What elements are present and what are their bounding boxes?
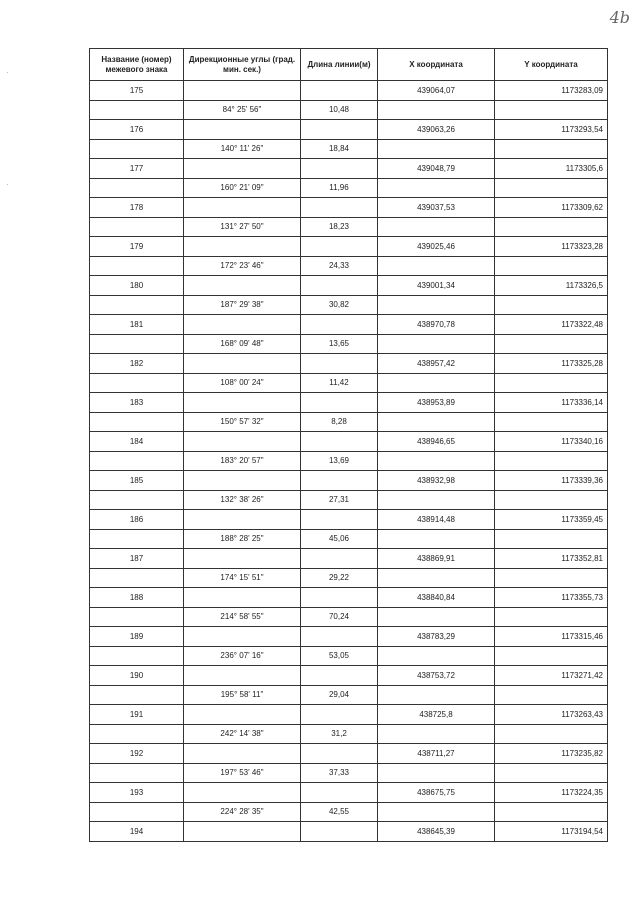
cell-y: 1173224,35 <box>495 783 608 803</box>
cell-name <box>90 607 184 627</box>
page-number: 4b <box>609 8 630 27</box>
cell-angle: 84° 25' 56" <box>184 100 301 120</box>
cell-x: 439063,26 <box>378 120 495 140</box>
table-row <box>90 529 608 549</box>
cell-x: 438711,27 <box>378 744 495 764</box>
cell-name <box>90 178 184 198</box>
cell-x <box>378 802 495 822</box>
cell-length <box>301 315 378 335</box>
table-row <box>90 763 608 783</box>
cell-y <box>495 295 608 315</box>
cell-name: 177 <box>90 159 184 179</box>
cell-y <box>495 763 608 783</box>
cell-length: 70,24 <box>301 607 378 627</box>
table-row <box>90 334 608 354</box>
cell-y: 1173309,62 <box>495 198 608 218</box>
cell-name <box>90 529 184 549</box>
cell-angle <box>184 705 301 725</box>
cell-length: 13,69 <box>301 451 378 471</box>
cell-name <box>90 451 184 471</box>
cell-name: 184 <box>90 432 184 452</box>
cell-length <box>301 198 378 218</box>
cell-name: 180 <box>90 276 184 296</box>
cell-x <box>378 217 495 237</box>
cell-x <box>378 100 495 120</box>
cell-y <box>495 334 608 354</box>
cell-name: 185 <box>90 471 184 491</box>
cell-length: 10,48 <box>301 100 378 120</box>
cell-y <box>495 724 608 744</box>
cell-x <box>378 568 495 588</box>
cell-x: 438957,42 <box>378 354 495 374</box>
cell-length <box>301 510 378 530</box>
cell-y: 1173283,09 <box>495 81 608 101</box>
cell-length <box>301 627 378 647</box>
cell-length: 30,82 <box>301 295 378 315</box>
table-row <box>90 822 608 842</box>
cell-x: 438783,29 <box>378 627 495 647</box>
cell-length <box>301 666 378 686</box>
cell-length <box>301 354 378 374</box>
cell-angle: 140° 11' 26" <box>184 139 301 159</box>
cell-length <box>301 744 378 764</box>
cell-name: 193 <box>90 783 184 803</box>
cell-angle: 188° 28' 25" <box>184 529 301 549</box>
cell-angle <box>184 471 301 491</box>
cell-angle <box>184 744 301 764</box>
cell-x <box>378 139 495 159</box>
cell-angle: 183° 20' 57" <box>184 451 301 471</box>
cell-name: 194 <box>90 822 184 842</box>
cell-y: 1173325,28 <box>495 354 608 374</box>
table-row <box>90 256 608 276</box>
cell-length: 53,05 <box>301 646 378 666</box>
cell-y <box>495 568 608 588</box>
cell-angle <box>184 120 301 140</box>
cell-angle <box>184 198 301 218</box>
table-header-row <box>90 49 608 81</box>
cell-x <box>378 178 495 198</box>
cell-length <box>301 393 378 413</box>
cell-x: 438753,72 <box>378 666 495 686</box>
cell-length: 42,55 <box>301 802 378 822</box>
cell-x <box>378 295 495 315</box>
table-row <box>90 783 608 803</box>
table-row <box>90 744 608 764</box>
cell-name: 183 <box>90 393 184 413</box>
cell-length: 27,31 <box>301 490 378 510</box>
cell-name <box>90 139 184 159</box>
cell-length: 24,33 <box>301 256 378 276</box>
table-row <box>90 373 608 393</box>
cell-name <box>90 568 184 588</box>
cell-x <box>378 763 495 783</box>
cell-angle: 168° 09' 48" <box>184 334 301 354</box>
cell-angle: 197° 53' 46" <box>184 763 301 783</box>
cell-y: 1173355,73 <box>495 588 608 608</box>
cell-name <box>90 373 184 393</box>
cell-y: 1173359,45 <box>495 510 608 530</box>
cell-name: 187 <box>90 549 184 569</box>
table-row <box>90 100 608 120</box>
table-row <box>90 451 608 471</box>
cell-name: 191 <box>90 705 184 725</box>
cell-x: 439025,46 <box>378 237 495 257</box>
table-row <box>90 510 608 530</box>
table-row <box>90 276 608 296</box>
cell-angle <box>184 549 301 569</box>
cell-length: 11,96 <box>301 178 378 198</box>
cell-length <box>301 705 378 725</box>
cell-angle <box>184 627 301 647</box>
cell-length: 31,2 <box>301 724 378 744</box>
cell-angle <box>184 822 301 842</box>
cell-x: 439001,34 <box>378 276 495 296</box>
cell-angle: 195° 58' 11" <box>184 685 301 705</box>
cell-name <box>90 724 184 744</box>
cell-y: 1173326,5 <box>495 276 608 296</box>
coordinates-table <box>89 48 608 842</box>
cell-x: 438932,98 <box>378 471 495 491</box>
cell-length <box>301 471 378 491</box>
cell-length <box>301 822 378 842</box>
table-body <box>90 81 608 842</box>
table-row <box>90 81 608 101</box>
cell-x: 439064,07 <box>378 81 495 101</box>
cell-angle: 236° 07' 16" <box>184 646 301 666</box>
cell-name <box>90 685 184 705</box>
cell-y: 1173293,54 <box>495 120 608 140</box>
cell-x <box>378 373 495 393</box>
cell-name <box>90 256 184 276</box>
margin-mark: · <box>6 68 9 77</box>
cell-length: 13,65 <box>301 334 378 354</box>
cell-name: 179 <box>90 237 184 257</box>
cell-name <box>90 646 184 666</box>
cell-angle: 132° 38' 26" <box>184 490 301 510</box>
cell-length: 18,84 <box>301 139 378 159</box>
table-row <box>90 432 608 452</box>
cell-name: 181 <box>90 315 184 335</box>
cell-angle <box>184 393 301 413</box>
table-row <box>90 685 608 705</box>
cell-y <box>495 217 608 237</box>
cell-length <box>301 549 378 569</box>
cell-y: 1173323,28 <box>495 237 608 257</box>
table-row <box>90 354 608 374</box>
cell-length: 18,23 <box>301 217 378 237</box>
cell-angle: 131° 27' 50" <box>184 217 301 237</box>
cell-x <box>378 646 495 666</box>
cell-angle <box>184 432 301 452</box>
cell-x: 438675,75 <box>378 783 495 803</box>
table-row <box>90 549 608 569</box>
cell-y: 1173305,6 <box>495 159 608 179</box>
cell-angle: 174° 15' 51" <box>184 568 301 588</box>
cell-y <box>495 373 608 393</box>
cell-angle <box>184 666 301 686</box>
cell-name: 189 <box>90 627 184 647</box>
cell-name: 175 <box>90 81 184 101</box>
cell-x <box>378 490 495 510</box>
cell-y <box>495 256 608 276</box>
cell-x: 438869,91 <box>378 549 495 569</box>
table-row <box>90 666 608 686</box>
table-row <box>90 217 608 237</box>
cell-length: 11,42 <box>301 373 378 393</box>
cell-x <box>378 724 495 744</box>
cell-name <box>90 412 184 432</box>
cell-x <box>378 412 495 432</box>
header-x: X координата <box>378 49 495 81</box>
cell-name: 188 <box>90 588 184 608</box>
cell-length <box>301 588 378 608</box>
cell-length: 45,06 <box>301 529 378 549</box>
table-row <box>90 646 608 666</box>
cell-y: 1173322,48 <box>495 315 608 335</box>
cell-name <box>90 334 184 354</box>
cell-x: 438946,65 <box>378 432 495 452</box>
cell-angle: 150° 57' 32" <box>184 412 301 432</box>
table-row <box>90 607 608 627</box>
cell-y <box>495 646 608 666</box>
table-row <box>90 139 608 159</box>
cell-length <box>301 159 378 179</box>
cell-x: 438914,48 <box>378 510 495 530</box>
cell-angle <box>184 315 301 335</box>
table-row <box>90 724 608 744</box>
cell-y <box>495 607 608 627</box>
cell-y: 1173194,54 <box>495 822 608 842</box>
cell-length <box>301 276 378 296</box>
cell-angle <box>184 81 301 101</box>
table-row <box>90 412 608 432</box>
cell-x: 438645,39 <box>378 822 495 842</box>
cell-y <box>495 139 608 159</box>
cell-x: 438953,89 <box>378 393 495 413</box>
cell-angle <box>184 588 301 608</box>
table-row <box>90 159 608 179</box>
cell-length: 8,28 <box>301 412 378 432</box>
cell-name <box>90 100 184 120</box>
header-y: Y координата <box>495 49 608 81</box>
cell-x: 439048,79 <box>378 159 495 179</box>
cell-length: 29,22 <box>301 568 378 588</box>
cell-x <box>378 607 495 627</box>
cell-name <box>90 763 184 783</box>
cell-name: 190 <box>90 666 184 686</box>
cell-name: 192 <box>90 744 184 764</box>
cell-y <box>495 178 608 198</box>
margin-mark: · <box>6 180 9 189</box>
cell-y <box>495 451 608 471</box>
cell-name <box>90 490 184 510</box>
cell-y <box>495 412 608 432</box>
table-row <box>90 802 608 822</box>
cell-x: 438970,78 <box>378 315 495 335</box>
cell-name <box>90 217 184 237</box>
table-row <box>90 198 608 218</box>
cell-name: 176 <box>90 120 184 140</box>
cell-y: 1173235,82 <box>495 744 608 764</box>
cell-length <box>301 432 378 452</box>
cell-y <box>495 802 608 822</box>
cell-x: 438840,84 <box>378 588 495 608</box>
table-row <box>90 120 608 140</box>
cell-x <box>378 256 495 276</box>
cell-name <box>90 802 184 822</box>
cell-y <box>495 685 608 705</box>
cell-x <box>378 451 495 471</box>
header-name: Название (номер) межевого знака <box>90 49 184 81</box>
cell-y: 1173336,14 <box>495 393 608 413</box>
cell-x <box>378 529 495 549</box>
table-row <box>90 705 608 725</box>
cell-length <box>301 783 378 803</box>
table-row <box>90 627 608 647</box>
cell-length <box>301 81 378 101</box>
cell-angle <box>184 783 301 803</box>
table-row <box>90 295 608 315</box>
cell-angle <box>184 276 301 296</box>
cell-length <box>301 237 378 257</box>
cell-y: 1173263,43 <box>495 705 608 725</box>
cell-angle <box>184 510 301 530</box>
cell-y: 1173340,16 <box>495 432 608 452</box>
cell-angle: 242° 14' 38" <box>184 724 301 744</box>
table-row <box>90 490 608 510</box>
cell-angle: 172° 23' 46" <box>184 256 301 276</box>
cell-y: 1173352,81 <box>495 549 608 569</box>
cell-x: 438725,8 <box>378 705 495 725</box>
cell-x <box>378 334 495 354</box>
cell-angle: 214° 58' 55" <box>184 607 301 627</box>
cell-angle: 224° 28' 35" <box>184 802 301 822</box>
cell-name: 182 <box>90 354 184 374</box>
table-row <box>90 393 608 413</box>
table-row <box>90 178 608 198</box>
cell-angle <box>184 237 301 257</box>
cell-x <box>378 685 495 705</box>
table-row <box>90 568 608 588</box>
cell-y <box>495 100 608 120</box>
cell-angle: 160° 21' 09" <box>184 178 301 198</box>
table-row <box>90 471 608 491</box>
cell-angle: 187° 29' 38" <box>184 295 301 315</box>
cell-name <box>90 295 184 315</box>
cell-y: 1173339,36 <box>495 471 608 491</box>
header-length: Длина линии(м) <box>301 49 378 81</box>
header-angle: Дирекционные углы (град. мин. сек.) <box>184 49 301 81</box>
cell-angle: 108° 00' 24" <box>184 373 301 393</box>
cell-angle <box>184 159 301 179</box>
cell-x: 439037,53 <box>378 198 495 218</box>
table-row <box>90 315 608 335</box>
cell-y: 1173315,46 <box>495 627 608 647</box>
cell-name: 178 <box>90 198 184 218</box>
cell-angle <box>184 354 301 374</box>
cell-name: 186 <box>90 510 184 530</box>
table-row <box>90 237 608 257</box>
cell-y: 1173271,42 <box>495 666 608 686</box>
cell-length <box>301 120 378 140</box>
cell-length: 29,04 <box>301 685 378 705</box>
table-row <box>90 588 608 608</box>
cell-y <box>495 529 608 549</box>
cell-y <box>495 490 608 510</box>
cell-length: 37,33 <box>301 763 378 783</box>
